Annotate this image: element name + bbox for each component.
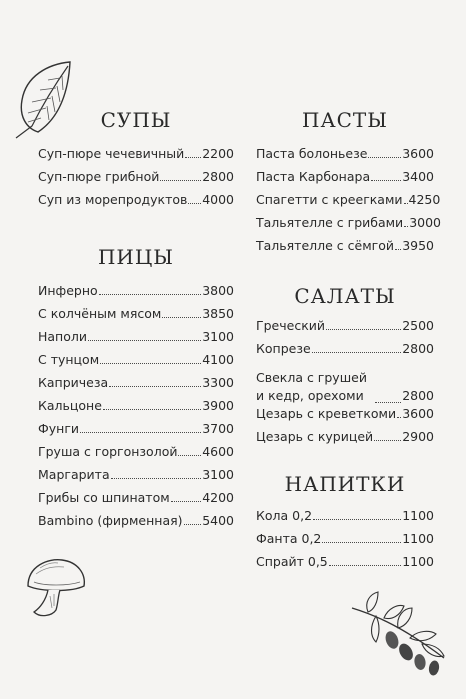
item-name: Копрезе (256, 341, 311, 356)
menu-item (256, 192, 441, 215)
item-price: 3400 (402, 169, 434, 184)
item-price: 3950 (402, 238, 434, 253)
dot-leader (313, 519, 401, 520)
menu-item (38, 192, 234, 215)
menu-item (38, 375, 234, 398)
menu-item (256, 429, 434, 452)
item-name: Суп-пюре грибной (38, 169, 160, 184)
menu-item (38, 283, 234, 306)
item-price: 4250 (408, 192, 441, 207)
item-name: Кальцоне (38, 398, 102, 413)
item-price: 1100 (402, 531, 434, 546)
dot-leader (395, 249, 401, 250)
item-price: 3850 (202, 306, 234, 321)
pasta-title: ПАСТЫ (302, 108, 388, 132)
item-price: 2800 (202, 169, 234, 184)
item-price: 4100 (202, 352, 234, 367)
menu-item (256, 215, 441, 238)
item-price: 2900 (402, 429, 434, 444)
item-price: 3600 (402, 406, 434, 421)
item-name: Bambino (фирменная) (38, 513, 183, 528)
pasta-list (256, 146, 441, 261)
item-name: Кола 0,2 (256, 508, 313, 523)
item-price: 3700 (202, 421, 234, 436)
menu-item (38, 169, 234, 192)
menu-item (38, 421, 234, 444)
item-price: 2800 (402, 341, 434, 356)
item-name: С тунцом (38, 352, 100, 367)
dot-leader (326, 329, 401, 330)
menu-item (38, 329, 234, 352)
menu-item (256, 146, 434, 169)
item-price: 3900 (202, 398, 234, 413)
menu-item (256, 318, 434, 341)
item-price: 3600 (402, 146, 434, 161)
dot-leader (178, 455, 201, 456)
dot-leader (185, 157, 201, 158)
menu-item (256, 169, 434, 192)
item-name: Спрайт 0,5 (256, 554, 328, 569)
drinks-list (256, 508, 434, 577)
item-price: 2800 (402, 388, 434, 403)
item-name: Капричеза (38, 375, 109, 390)
soups-list (38, 146, 234, 215)
item-name: Наполи (38, 329, 87, 344)
pizza-list (38, 283, 234, 536)
item-name: Цезарь с курицей (256, 429, 374, 444)
dot-leader (184, 524, 202, 525)
menu-item (38, 352, 234, 375)
item-name: С колчёным мясом (38, 306, 162, 321)
item-name: Грибы со шпинатом (38, 490, 170, 505)
dot-leader (88, 340, 201, 341)
item-name: Маргарита (38, 467, 110, 482)
dot-leader (171, 501, 202, 502)
dot-leader (329, 565, 401, 566)
item-name: Паста Карбонара (256, 169, 371, 184)
item-name: Фанта 0,2 (256, 531, 322, 546)
item-name: Тальятелле с сёмгой (256, 238, 394, 253)
item-name: Суп из морепродуктов (38, 192, 188, 207)
menu-item (256, 406, 434, 429)
item-price: 2500 (402, 318, 434, 333)
dot-leader (322, 542, 401, 543)
dot-leader (312, 352, 402, 353)
dot-leader (375, 402, 401, 403)
menu-item (38, 513, 234, 536)
item-price: 3100 (202, 467, 234, 482)
item-price: 3800 (202, 283, 234, 298)
dot-leader (404, 226, 408, 227)
item-price: 3100 (202, 329, 234, 344)
salads-list (256, 318, 434, 452)
item-price: 1100 (402, 508, 434, 523)
menu-item (256, 554, 434, 577)
item-price: 1100 (402, 554, 434, 569)
menu-item (38, 467, 234, 490)
item-name: Суп-пюре чечевичный (38, 146, 185, 161)
menu-item (38, 146, 234, 169)
dot-leader (188, 203, 201, 204)
dot-leader (160, 180, 201, 181)
menu-item (256, 364, 434, 406)
menu-item (256, 508, 434, 531)
item-name: Тальятелле с грибами (256, 215, 404, 230)
item-price: 3300 (202, 375, 234, 390)
dot-leader (371, 180, 401, 181)
salads-title: САЛАТЫ (294, 284, 396, 308)
dot-leader (100, 363, 201, 364)
item-name: Фунги (38, 421, 80, 436)
menu-item (38, 306, 234, 329)
menu-item (256, 238, 434, 261)
menu-item (38, 444, 234, 467)
drinks-title: НАПИТКИ (284, 472, 406, 496)
dot-leader (397, 417, 401, 418)
dot-leader (109, 386, 201, 387)
mushroom-icon (22, 556, 90, 620)
item-price: 4200 (202, 490, 234, 505)
dot-leader (404, 203, 408, 204)
menu-item (38, 490, 234, 513)
menu-item (256, 341, 434, 364)
pizza-title: ПИЦЫ (97, 245, 174, 269)
menu-item (38, 398, 234, 421)
item-price: 5400 (202, 513, 234, 528)
dot-leader (111, 478, 202, 479)
olive-branch-icon (348, 588, 452, 678)
item-name: Груша с горгонзолой (38, 444, 178, 459)
item-name: Спагетти с креегками (256, 192, 403, 207)
item-name: Свекла с грушей и кедр, орехоми (256, 370, 367, 403)
item-name: Паста болоньезе (256, 146, 368, 161)
dot-leader (80, 432, 201, 433)
dot-leader (103, 409, 201, 410)
dot-leader (99, 294, 202, 295)
item-price: 4000 (202, 192, 234, 207)
dot-leader (374, 440, 401, 441)
item-name: Инферно (38, 283, 98, 298)
item-name: Цезарь с креветкоми (256, 406, 397, 421)
soups-title: СУПЫ (100, 108, 172, 132)
dot-leader (162, 317, 201, 318)
menu-item (256, 531, 434, 554)
item-price: 3000 (409, 215, 441, 230)
item-price: 4600 (202, 444, 234, 459)
dot-leader (368, 157, 401, 158)
item-name: Греческий (256, 318, 325, 333)
item-price: 2200 (202, 146, 234, 161)
